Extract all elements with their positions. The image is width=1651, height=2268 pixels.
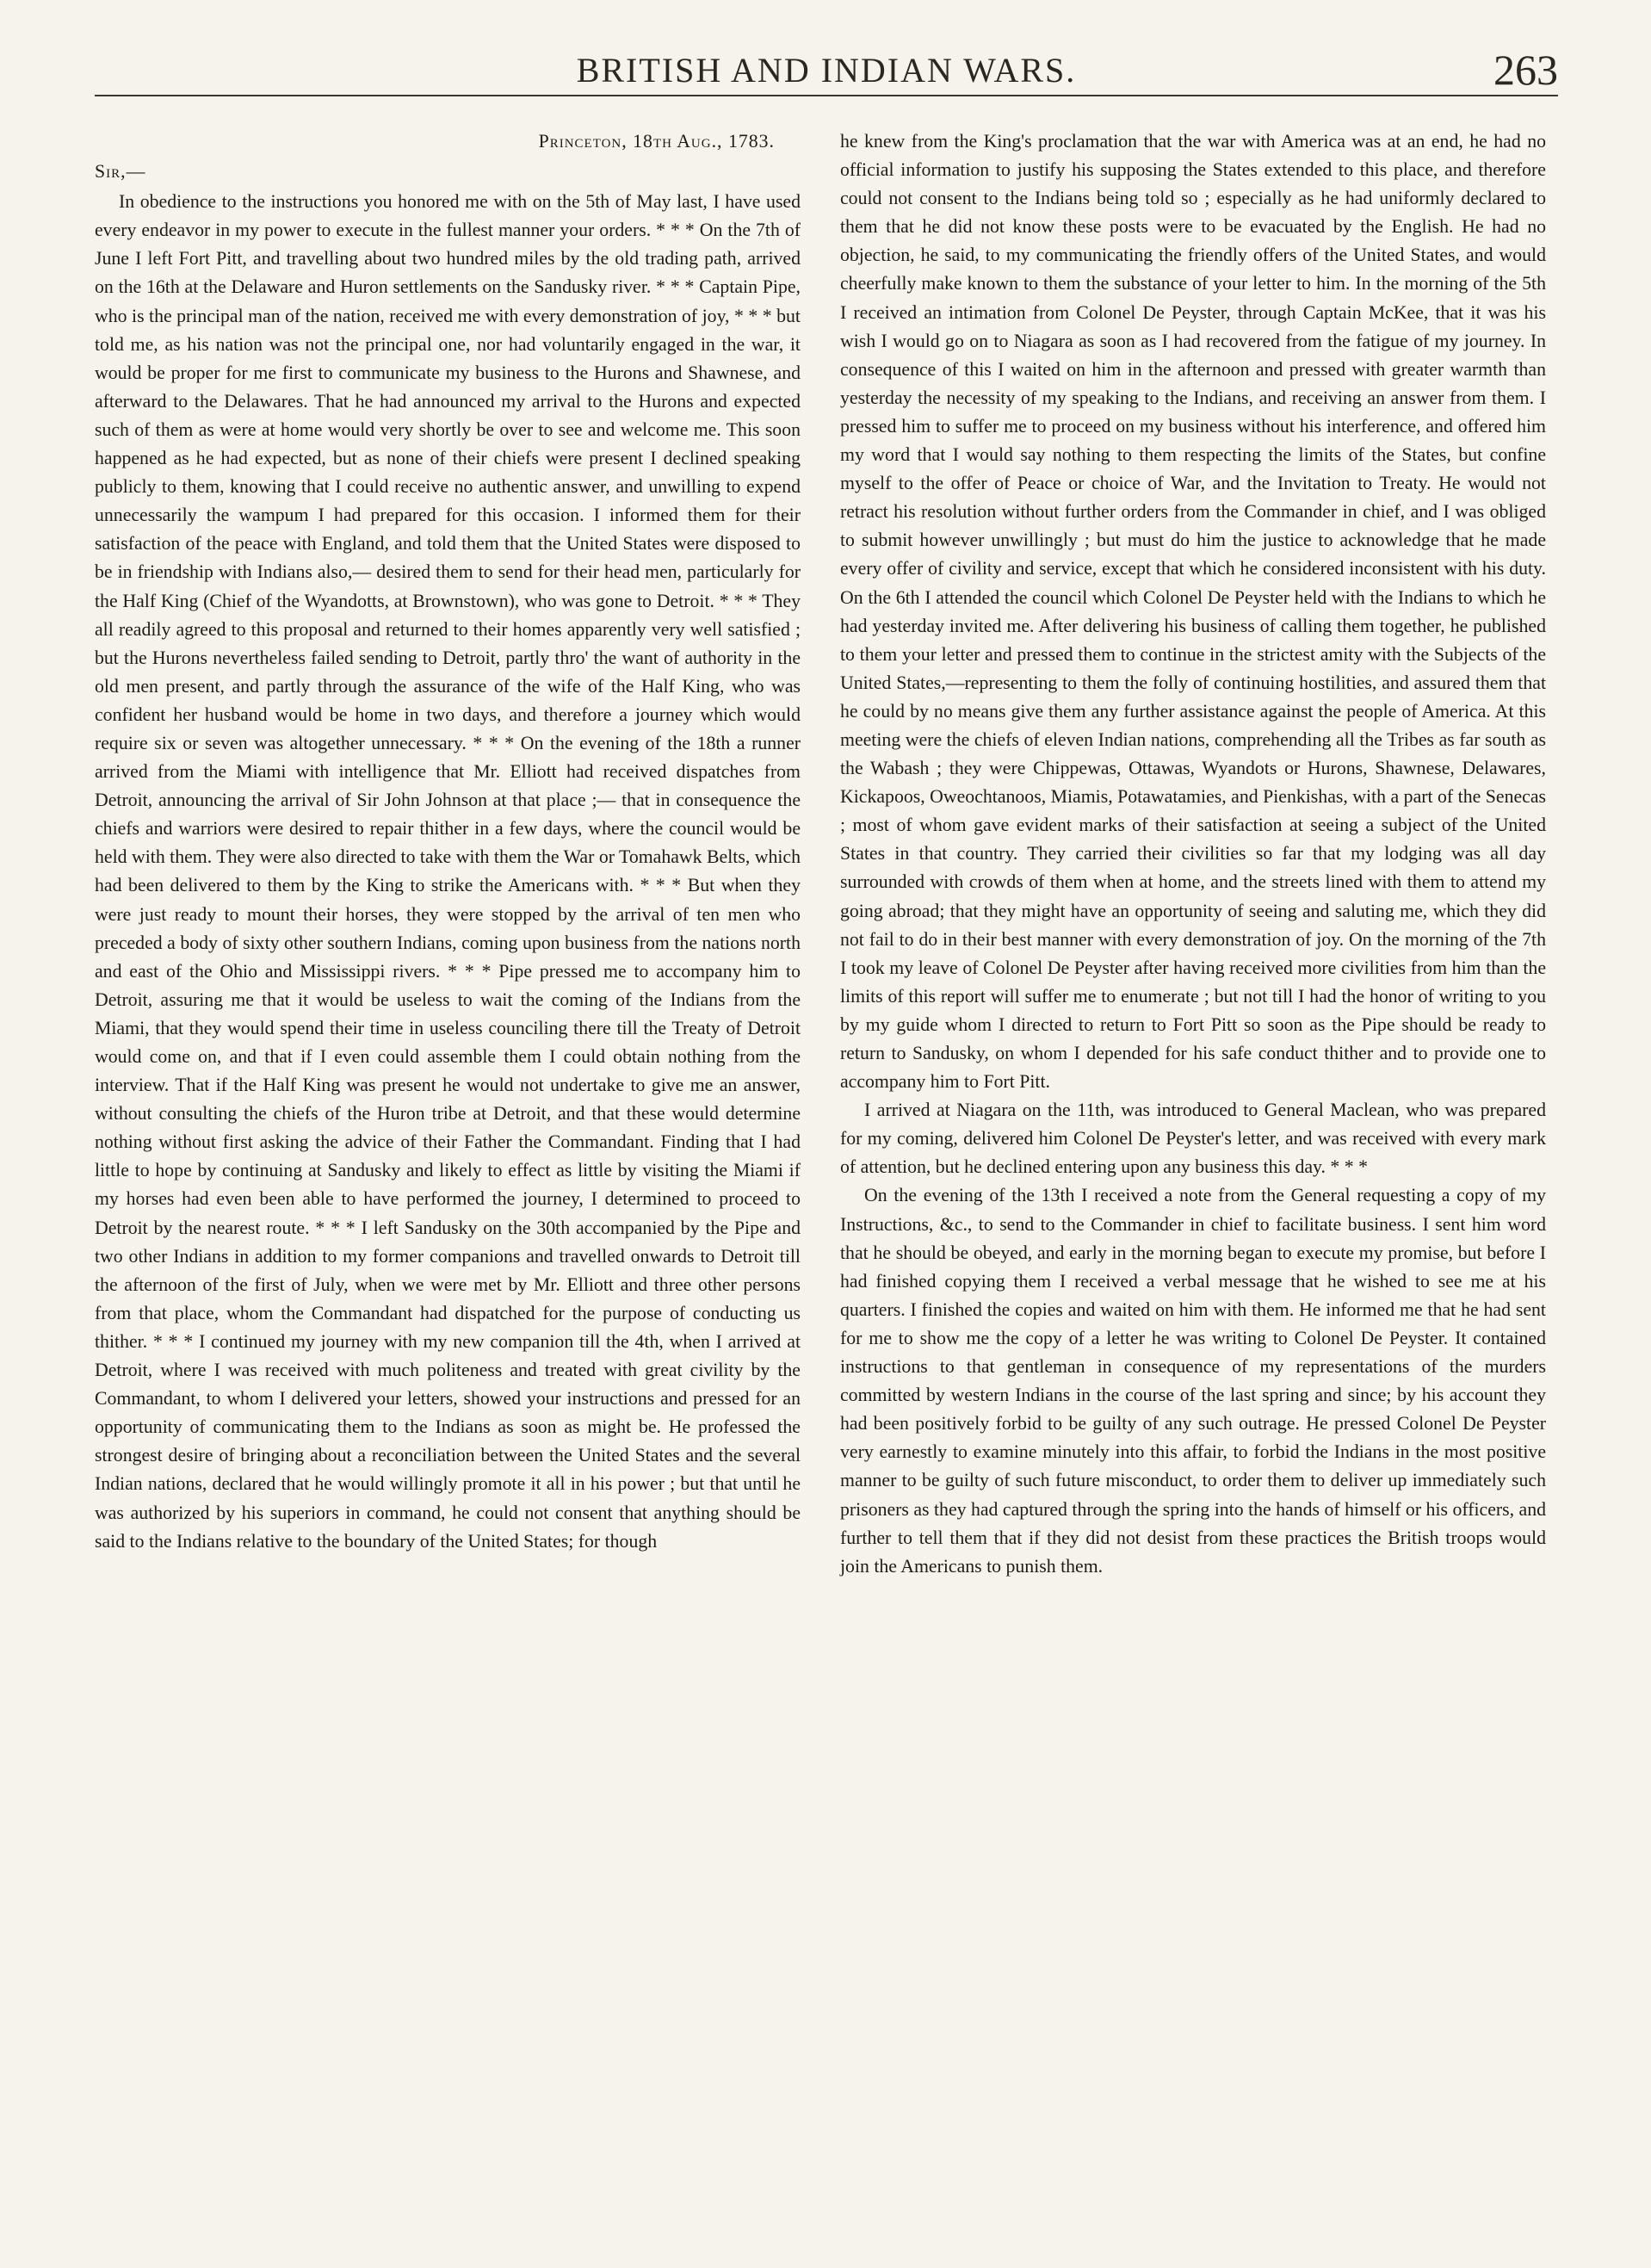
running-title: BRITISH AND INDIAN WARS. [576, 51, 1077, 90]
page-number: 263 [1493, 46, 1558, 94]
paragraph: On the evening of the 13th I received a note from the General requesting a copy of my Instructions, &c., to send to the Commander in chief to facilitate business. I sent him word that he should be obeyed, and early in the morning began to execute my promise, but before I had finished copying them I received a verbal message that he wished to see me at his quarters. I finished the copies and waited on him with them. He informed me that he had sent for me to show me the copy of a letter he was writing to Colonel De Peyster. It contained instructions to that gentleman in consequence of my representations of the murders committed by western Indians in the course of the last spring and since; by his account they had been positively forbid to be guilty of any such outrage. He pressed Colonel De Peyster very earnestly to examine minutely into this affair, to forbid the Indians in the most positive manner to be guilty of such future misconduct, to order them to deliver up immediately such prisoners as they had captured through the spring into the hands of himself or his officers, and further to tell them that if they did not desist from these practices the British troops would join the Americans to punish them. [840, 1185, 1546, 1577]
paragraph: I arrived at Niagara on the 11th, was introduced to General Maclean, who was prepared for my coming, delivered him Colonel De Peyster's letter, and was received with every mark of attention, but he declined entering upon any business this day. * * * [840, 1100, 1546, 1178]
letter-dateline: Princeton, 18th Aug., 1783. [538, 131, 775, 152]
paragraph: In obedience to the instructions you honored me with on the 5th of May last, I have used every endeavor in my power to execute in the fullest manner your orders. * * * On the 7th of June I left Fort Pitt, and travelling about two hundred miles by the old trading path, arrived on the 16th at the Delaware and Huron settlements on the Sandusky river. * * * Captain Pipe, who is the principal man of the nation, received me with every demonstration of joy, * * * but told me, as his nation was not the principal one, nor had voluntarily engaged in the war, it would be proper for me first to communicate my business to the Hurons and Shawnese, and afterward to the Delawares. That he had announced my arrival to the Hurons and expected such of them as were at home would very shortly be over to see and welcome me. This soon happened as he had expected, but as none of their chiefs were present I declined speaking publicly to them, knowing that I could receive no authentic answer, and unwilling to expend unnecessarily the wampum I had prepared for this occasion. I informed them for their satisfaction of the peace with England, and told them that the United States were disposed to be in friendship with Indians also,— desired them to send for their head men, particularly for the Half King (Chief of the Wyandotts, at Brownstown), who was gone to Detroit. * * * They all readily agreed to this proposal and returned to their homes apparently very well satisfied ; but the Hurons nevertheless failed sending to Detroit, partly thro' the want of authority in the old men present, and partly through the assurance of the wife of the Half King, who was confident her husband would be home in two days, and therefore a journey which would require six or seven was altogether unnecessary. * * * On the evening of the 18th a runner arrived from the Miami with intelligence that Mr. Elliott had received dispatches from Detroit, announcing the arrival of Sir John Johnson at that place ;— that in consequence the chiefs and warriors were desired to repair thither in a few days, where the council would be held with them. They were also directed to take with them the War or Tomahawk Belts, which had been delivered to them by the King to strike the Americans with. * * * But when they were just ready to mount their horses, they were stopped by the arrival of ten men who preceded a body of sixty other southern Indians, coming upon business from the nations north and east of the Ohio and Mississippi rivers. * * * Pipe pressed me to accompany him to Detroit, assuring me that it would be useless to wait the coming of the Indians from the Miami, that they would spend their time in useless counciling there till the Treaty of Detroit would come on, and that if I even could assemble them I could obtain nothing from the interview. That if the Half King was present he would not undertake to give me an answer, without consulting the chiefs of the Huron tribe at Detroit, and that these would determine nothing without first asking the advice of their Father the Commandant. Finding that I had little to hope by continuing at Sandusky and likely to effect as little by visiting the Miami if my horses had even been able to have performed the journey, I determined to proceed to Detroit by the nearest route. * * * I left Sandusky on the 30th accompanied by the Pipe and two other Indians in addition to my former companions and travelled onwards to Detroit till the afternoon of the first of July, when we were met by Mr. Elliott and three other persons from that place, whom the Commandant had dispatched for the purpose of conducting us thither. * * * I continued my journey with my new companion till the 4th, when I arrived at Detroit, where I was received with much politeness and treated with great civility by the Commandant, to whom I delivered your letters, showed your instructions and pressed for an opportunity of communicating them to the Indians as soon as might be. He professed the strongest desire of bringing about a reconciliation between the United States and the several Indian nations, declared that he would willingly promote it all in his power ; but that until he was authorized by his superiors in command, he could not consent that anything should be said to the Indians relative to the boundary of the United States; for though [95, 191, 801, 1552]
right-column [840, 127, 1546, 1581]
left-column [95, 127, 801, 1556]
paragraph: he knew from the King's proclamation that the war with America was at an end, he had no official information to justify his supposing the States extended to this place, and therefore could not consent to the Indians being told so ; especially as he had uniformly declared to them that he did not know these posts were to be evacuated by the English. He had no objection, he said, to my communicating the friendly offers of the United States, and would cheerfully make known to them the substance of your letter to him. In the morning of the 5th I received an intimation from Colonel De Peyster, through Captain McKee, that it was his wish I would go on to Niagara as soon as I had recovered from the fatigue of my journey. In consequence of this I waited on him in the afternoon and pressed with greater warmth than yesterday the necessity of my speaking to the Indians, and receiving an answer from them. I pressed him to suffer me to proceed on my business without his interference, and offered him my word that I would say nothing to them respecting the limits of the States, but confine myself to the offer of Peace or choice of War, and the Invitation to Treaty. He would not retract his resolution without further orders from the Commander in chief, and I was obliged to submit however unwillingly ; but must do him the justice to acknowledge that he made every offer of civility and service, except that which he considered inconsistent with his duty. On the 6th I attended the council which Colonel De Peyster held with the Indians to which he had yesterday invited me. After delivering his business of calling them together, he published to them your letter and pressed them to continue in the strictest amity with the Subjects of the United States,—representing to them the folly of continuing hostilities, and assured them that he could by no means give them any further assistance against the people of America. At this meeting were the chiefs of eleven Indian nations, comprehending all the Tribes as far south as the Wabash ; they were Chippewas, Ottawas, Wyandots or Hurons, Shawnese, Delawares, Kickapoos, Oweochtanoos, Miamis, Potawatamies, and Pienkishas, with a part of the Senecas ; most of whom gave evident marks of their satisfaction at seeing a subject of the United States in that country. They carried their civilities so far that my lodging was all day surrounded with crowds of them when at home, and the streets lined with them to attend my going abroad; that they might have an opportunity of seeing and saluting me, which they did not fail to do in their best manner with every demonstration of joy. On the morning of the 7th I took my leave of Colonel De Peyster after having received more civilities from him than the limits of this report will suffer me to enumerate ; but not till I had the honor of writing to you by my guide whom I directed to return to Fort Pitt so soon as the Pipe should be ready to return to Sandusky, on whom I depended for his safe conduct thither and to provide one to accompany him to Fort Pitt. [840, 131, 1546, 1093]
header-rule [95, 95, 1558, 96]
letter-salutation: Sir,— [95, 161, 146, 183]
